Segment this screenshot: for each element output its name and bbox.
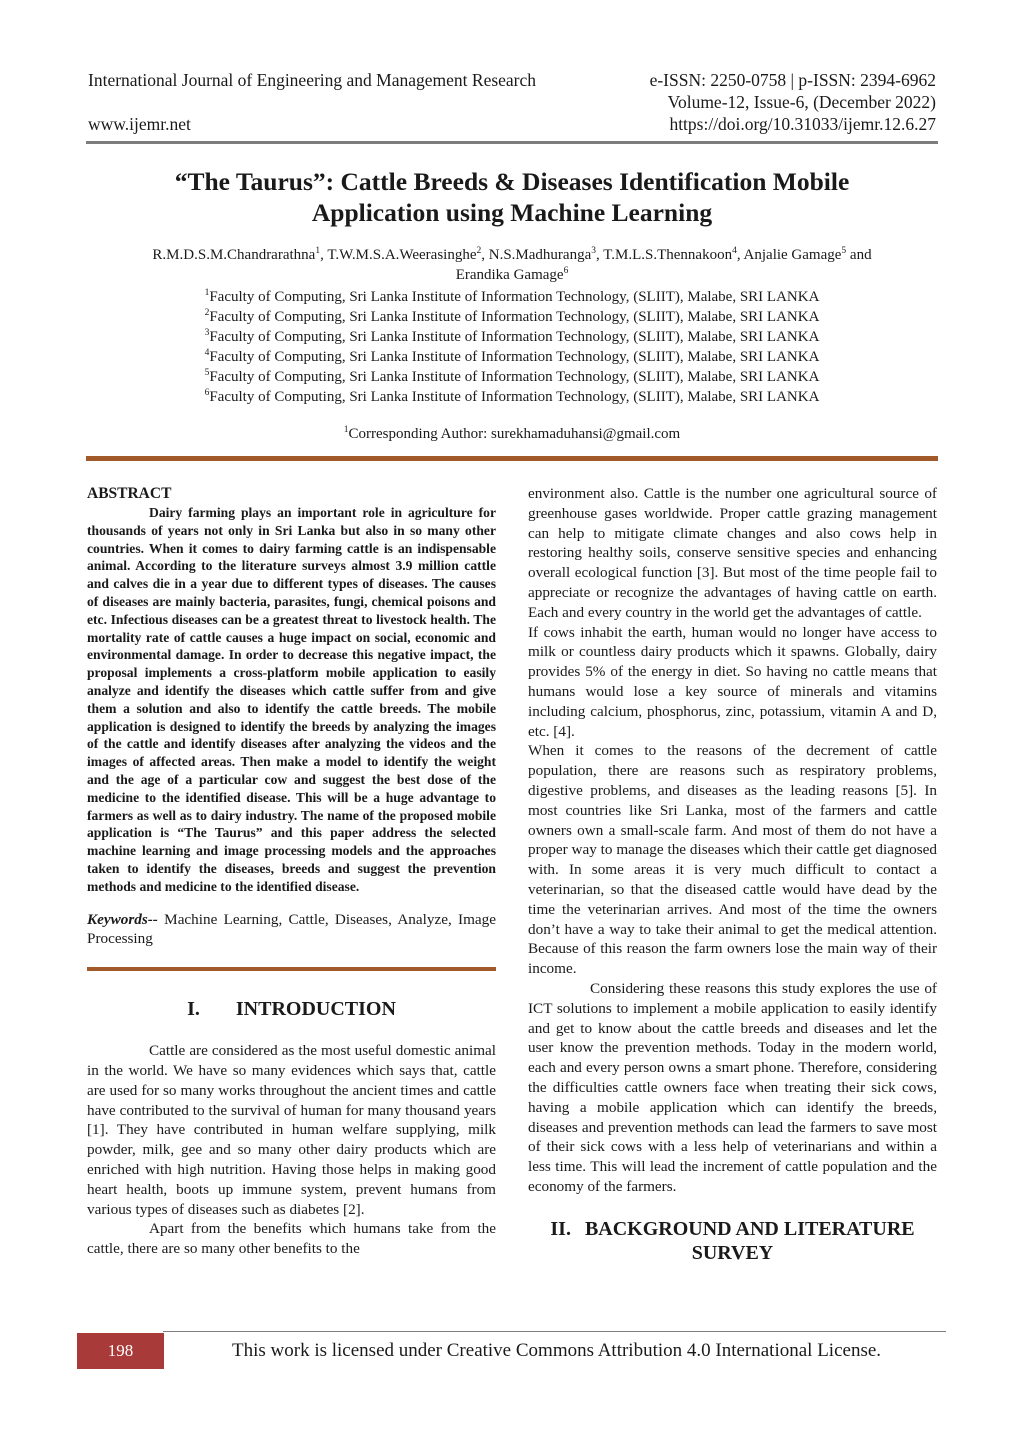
footer-divider: [163, 1331, 946, 1332]
intro-paragraph: environment also. Cattle is the number one agricultural source of greenhouse gases worldwide. Proper cattle grazing management can help to mitigate climate changes and also cows help in restoring healthy soils, conserve sensitive species and enhancing overall ecological function [3]. But most of the time people fail to appreciate or recognize the advantages of having cattle on earth. Each and every country in the world get the advantages of cattle.: [528, 485, 937, 621]
page-number: 198: [77, 1333, 164, 1369]
paper-title: [100, 166, 924, 228]
affiliation: $^5$Faculty of Computing, Sri Lanka Institute of Information Technology, (SLIIT), Malabe, SRI LANKA: [204, 368, 820, 385]
affiliation: $^1$Faculty of Computing, Sri Lanka Institute of Information Technology, (SLIIT), Malabe, SRI LANKA: [204, 288, 820, 305]
abstract-heading: ABSTRACT: [87, 485, 172, 502]
section-divider: [87, 967, 496, 971]
title-line-2: Application using Machine Learning: [311, 198, 713, 227]
journal-name: International Journal of Engineering and Management Research: [88, 70, 537, 90]
author: Erandika Gamage$^6$: [455, 266, 569, 283]
keywords-list: Machine Learning, Cattle, Diseases, Analyze, Image Processing: [87, 910, 496, 948]
header-divider: [86, 141, 938, 144]
title-line-1: “The Taurus”: Cattle Breeds & Diseases Identification Mobile: [174, 167, 850, 196]
keywords: [87, 910, 496, 950]
corresponding-author: $^1$Corresponding Author: surekhamaduhansi@gmail.com: [343, 425, 681, 442]
affiliation-list: [88, 287, 936, 407]
section-title-line-1: BACKGROUND AND LITERATURE: [584, 1217, 915, 1240]
section-number: II.: [550, 1217, 571, 1240]
title-divider: [86, 456, 938, 461]
section-title-line-2: SURVEY: [691, 1241, 774, 1264]
affiliation: $^4$Faculty of Computing, Sri Lanka Institute of Information Technology, (SLIIT), Malabe, SRI LANKA: [204, 348, 820, 365]
intro-paragraph: Apart from the benefits which humans take from the cattle, there are so many other benefits to the: [87, 1220, 496, 1258]
left-column: [87, 484, 496, 1259]
issn: e-ISSN: 2250-0758 | p-ISSN: 2394-6962: [649, 70, 936, 90]
intro-paragraph: When it comes to the reasons of the decrement of cattle population, there are reasons such as respiratory problems, digestive problems, and diseases as the leading reasons [5]. In most countries like Sri Lanka, most of the farmers and cattle owners own a small-scale farm. And most of them do not have a proper way to manage the diseases which their cattle get diagnosed with. In some areas it is very much difficult to contact a veterinarian, so that the diseased cattle would have dead by the time the veterinarian arrives. And most of the time the owners don’t have a way to take their animal to get the medical attention. Because of this reason the farm owners lose the main way of their income.: [528, 742, 937, 978]
author: R.M.D.S.M.Chandrarathna$^1$,: [152, 246, 328, 263]
author-list: [88, 245, 936, 285]
affiliation: $^3$Faculty of Computing, Sri Lanka Institute of Information Technology, (SLIIT), Malabe, SRI LANKA: [204, 328, 820, 345]
author: Anjalie Gamage$^5$ and: [743, 246, 872, 263]
right-column: [528, 484, 937, 1265]
affiliation: $^6$Faculty of Computing, Sri Lanka Institute of Information Technology, (SLIIT), Malabe, SRI LANKA: [204, 388, 820, 405]
section-heading-introduction: [87, 997, 496, 1021]
section-heading-background: [528, 1217, 937, 1265]
doi-link[interactable]: https://doi.org/10.31033/ijemr.12.6.27: [669, 114, 936, 134]
author: N.S.Madhuranga$^3$,: [488, 246, 604, 263]
author: T.M.L.S.Thennakoon$^4$,: [603, 246, 744, 263]
abstract-body: Dairy farming plays an important role in agriculture for thousands of years not only in Sri Lanka but also in so many other countries. When it comes to dairy farming cattle is an indispensable animal. According to the literature surveys almost 3.9 million cattle and calves die in a year due to different types of diseases. The causes of diseases are mainly bacteria, parasites, fungi, chemical poisons and etc. Infectious diseases can be a greatest threat to livestock health. The mortality rate of cattle causes a huge impact on social, economic and environmental damage. In order to decrease this negative impact, the proposal implements a cross-platform mobile application to easily analyze and identify the diseases which cattle suffer from and give them a solution and also to identify the cattle breeds. The mobile application is designed to identify the breeds by analyzing the images of the cattle and identify diseases after analyzing the videos and the images of affected areas. Then make a model to identify the weight and the age of a particular cow and suggest the best dose of the medicine to the identified disease. This will be a huge advantage to farmers as well as to dairy industry. The name of the proposed mobile application is “The Taurus” and this paper address the selected machine learning and image processing models and the approaches taken to identify the diseases, breeds and suggest the prevention methods and medicine to the identified disease.: [87, 505, 496, 894]
section-title: INTRODUCTION: [235, 998, 396, 1021]
intro-paragraph: Cattle are considered as the most useful domestic animal in the world. We have so many evidences which says that, cattle are used for so many works throughout the ancient times and cattle have contributed to the survival of human for many thousand years [1]. They have contributed in human welfare supplying, milk powder, milk, gee and so many other dairy products which are enriched with high nutrition. Having those helps in making good heart health, boots up immune system, prevent humans from various types of diseases such as diabetes [2].: [87, 1042, 496, 1218]
journal-website[interactable]: www.ijemr.net: [88, 114, 191, 134]
intro-paragraph: Considering these reasons this study explores the use of ICT solutions to implement a mobile application to easily identify and get to know about the cattle breeds and diseases and let the user know the prevention methods. Today in the modern world, each and every person owns a smart phone. Therefore, considering the difficulties cattle owners face when treating their sick cows, having a mobile application which can identify the breeds, diseases and prevention methods can lead the farmers to save most of their sick cows with a less help of veterinarians and within a less time. This will lead the increment of cattle population and the economy of the farmers.: [528, 979, 937, 1195]
journal-issn-volume: [650, 69, 936, 135]
license-notice: This work is licensed under Creative Commons Attribution 4.0 International License.: [232, 1340, 882, 1361]
author: T.W.M.S.A.Weerasinghe$^2$,: [327, 246, 489, 263]
intro-paragraph: If cows inhabit the earth, human would no longer have access to milk or countless dairy products which it spawns. Globally, dairy provides 5% of the energy in diet. So having no cattle means that humans would lose a key source of minerals and vitamins including calcium, phosphorus, zinc, potassium, vitamin A and D, etc. [4].: [528, 623, 937, 740]
keywords-label: Keywords--: [87, 910, 158, 928]
section-number: I.: [187, 998, 200, 1021]
affiliation: $^2$Faculty of Computing, Sri Lanka Institute of Information Technology, (SLIIT), Malabe, SRI LANKA: [204, 308, 820, 325]
volume-issue: Volume-12, Issue-6, (December 2022): [667, 92, 936, 112]
